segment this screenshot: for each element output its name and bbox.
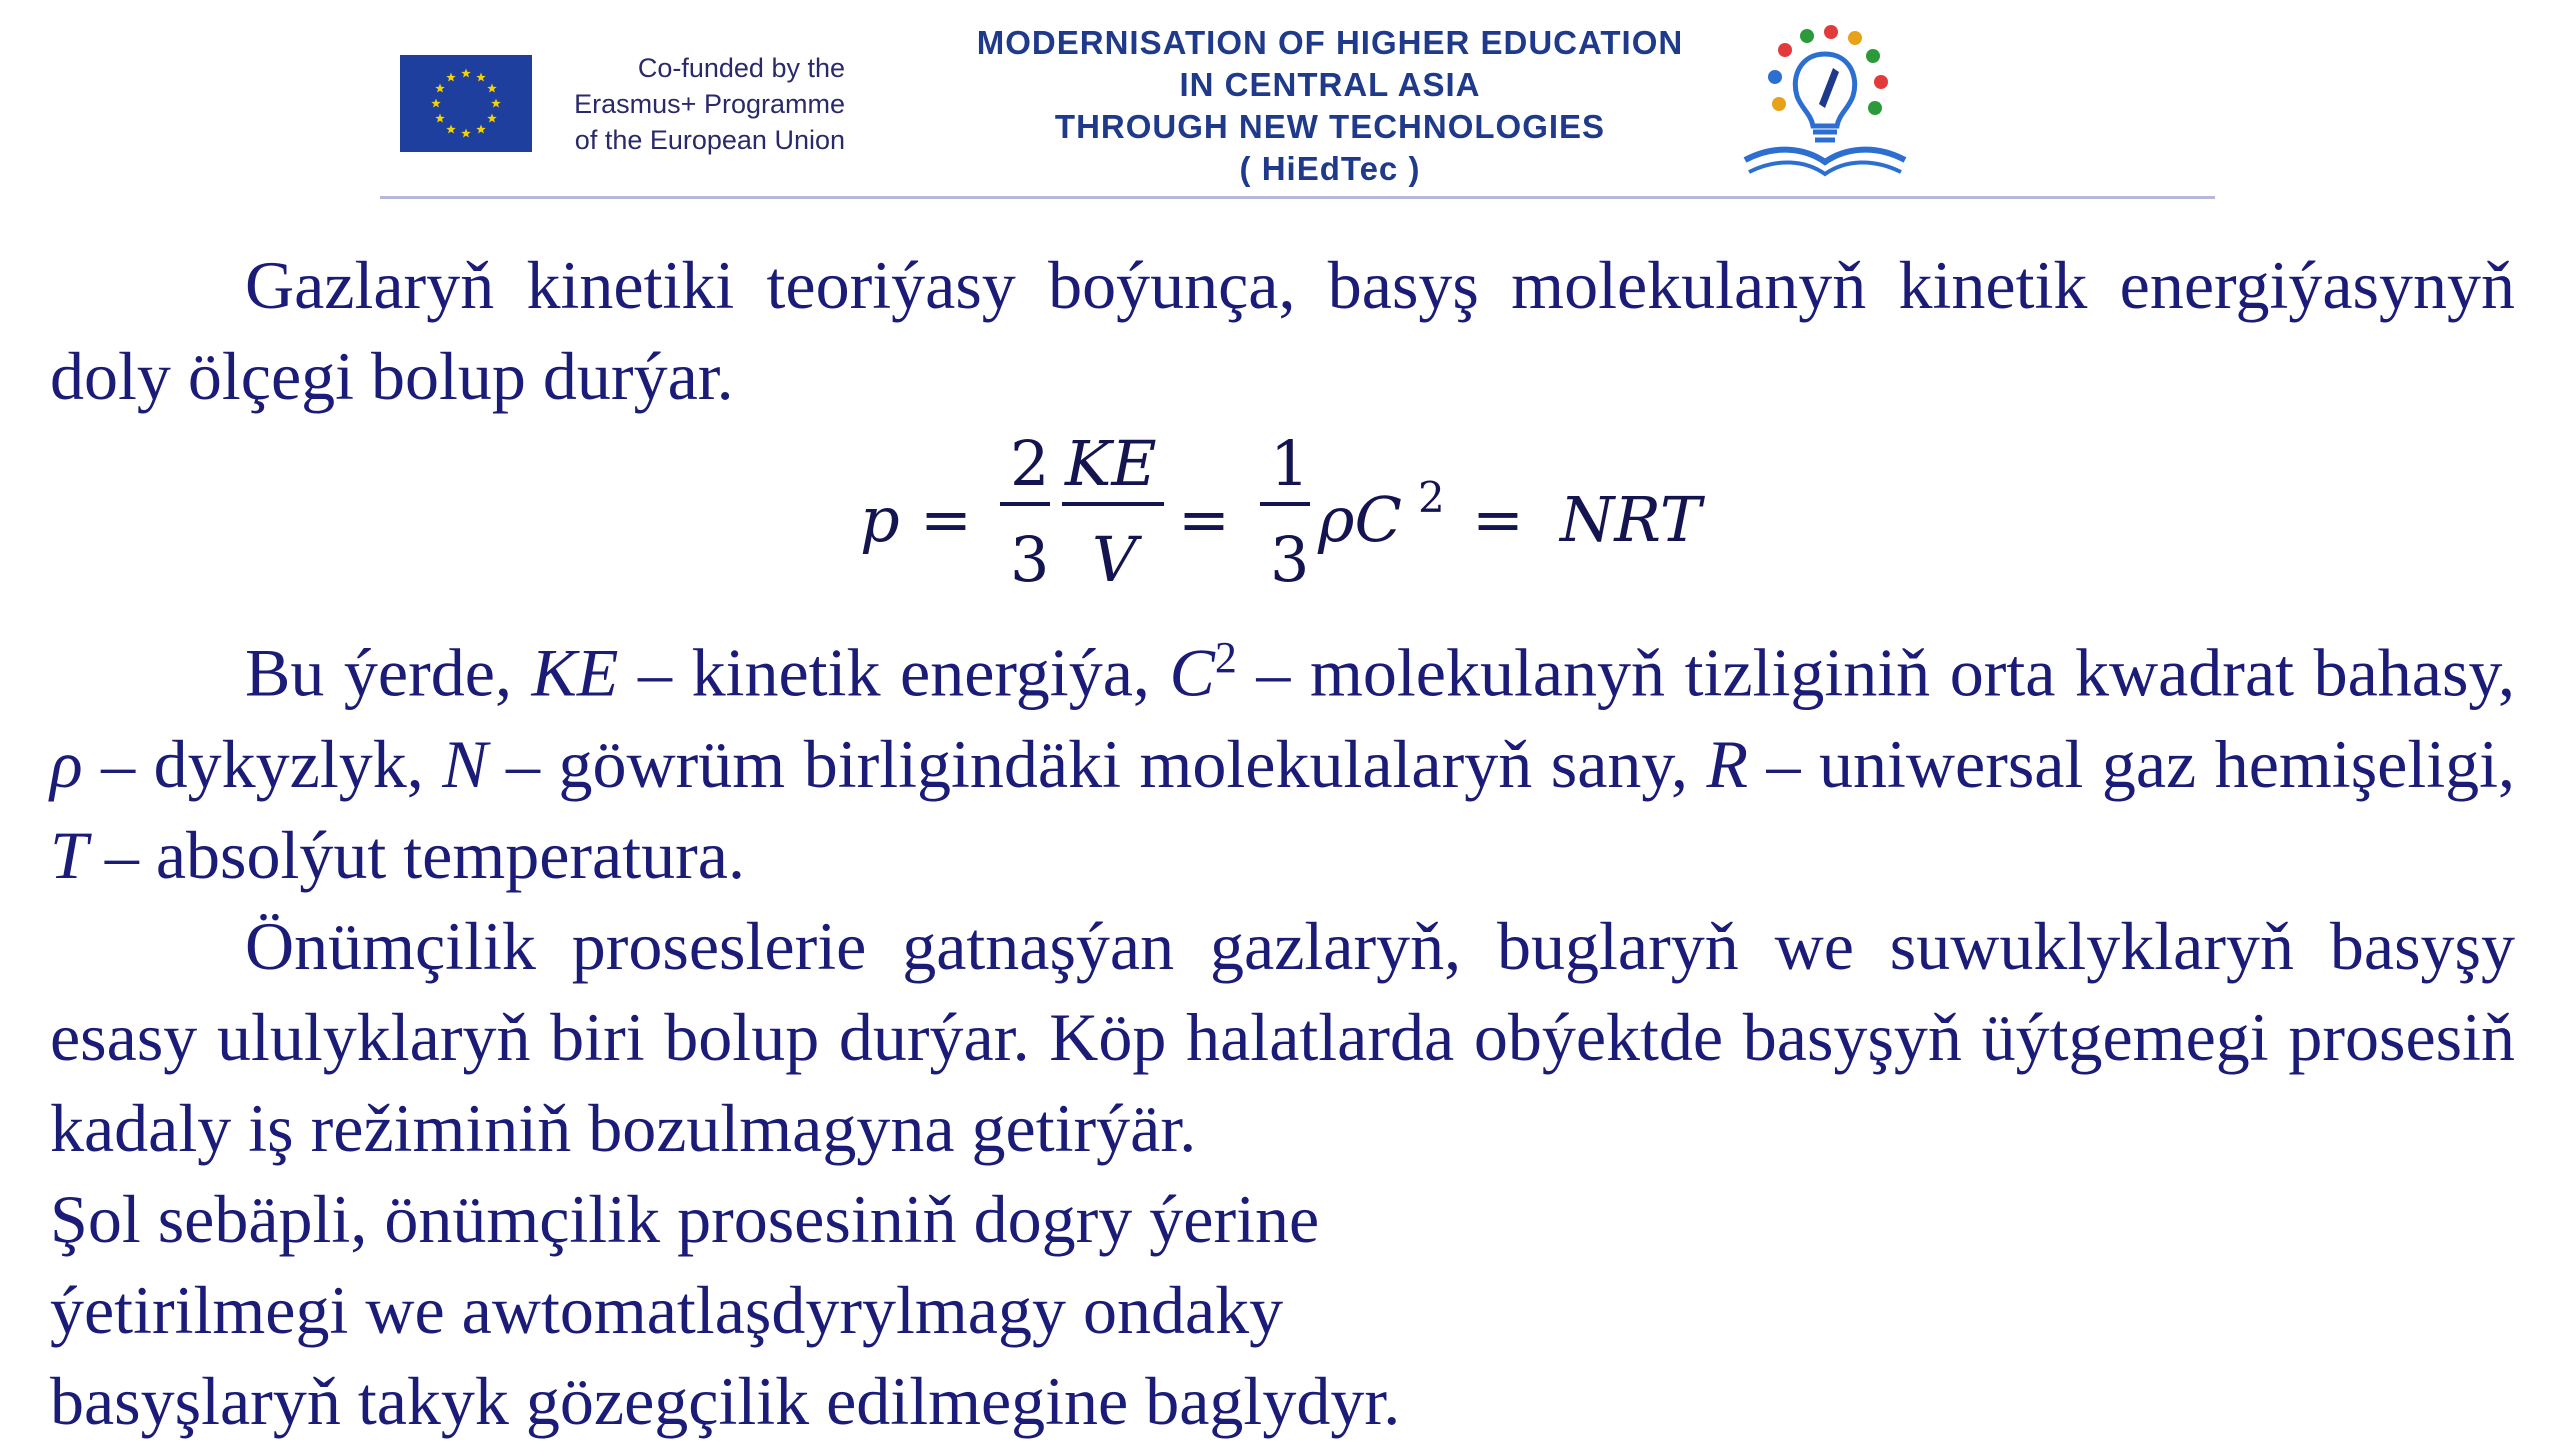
project-title-line: ( HiEdTec ) (1239, 150, 1421, 187)
text-run: – uniwersal gaz hemişeligi, (1748, 725, 2516, 802)
paragraph-2 (50, 612, 2515, 901)
text-run: – dykyzlyk, (82, 725, 443, 802)
text-run: – göwrüm birligindäki molekulalaryň sany, (487, 725, 1707, 802)
fraction-bar (1260, 502, 1310, 506)
header-divider (380, 196, 2215, 199)
paragraph-4-line: ýetirilmegi we awtomatlaşdyrylmagy ondaky (50, 1271, 1284, 1348)
text-run: Bu ýerde, (245, 634, 532, 711)
symbol-c-exponent: 2 (1214, 633, 1237, 682)
formula-equals: = (920, 483, 972, 556)
formula-fraction-numerator: KE (1065, 427, 1157, 500)
eu-funding-line: Co-funded by the (637, 53, 845, 83)
project-title-line: THROUGH NEW TECHNOLOGIES (1054, 108, 1606, 145)
paragraph-4-line: Şol sebäpli, önümçilik prosesiniň dogry ýerine (50, 1180, 1320, 1257)
paragraph-3: Önümçilik proseslerie gatnaşýan gazlaryň, buglaryň we suwuklyklaryň basyşy esasy ululyklaryň biri bolup durýar. Köp halatlarda obýektde basyşyň üýtgemegi prosesiň kadaly iş režiminiň bozulmagyna getirýär. (50, 907, 2515, 1166)
formula-p: p (860, 483, 900, 556)
fraction-bar (1062, 502, 1164, 506)
symbol-ke: KE (531, 634, 619, 711)
symbol-c: C (1169, 634, 1215, 711)
project-title-line: MODERNISATION OF HIGHER EDUCATION (976, 24, 1684, 61)
eu-flag-icon (400, 55, 532, 152)
formula-fraction-numerator: 2 (1010, 427, 1050, 500)
text-run: – molekulanyň tizliginiň orta kwadrat bahasy, (1236, 634, 2516, 711)
pressure-formula (50, 422, 2515, 612)
hiedtec-lightbulb-book-icon (1735, 22, 1915, 182)
paragraph-1: Gazlaryň kinetiki teoriýasy boýunça, basyş molekulanyň kinetik energiýasynyň doly ölçegi bolup durýar. (50, 247, 2515, 414)
eu-funding-statement (545, 50, 845, 158)
formula-exponent: 2 (1418, 473, 1445, 522)
formula-equals: = (1472, 483, 1524, 556)
formula-fraction-numerator: 1 (1270, 427, 1310, 500)
fraction-bar (1000, 502, 1050, 506)
symbol-r: R (1706, 725, 1749, 802)
formula-equals: = (1178, 483, 1230, 556)
symbol-rho: ρ (50, 725, 83, 802)
text-run: – absolýut temperatura. (87, 816, 745, 893)
slide-header (0, 0, 2560, 200)
symbol-t: T (50, 816, 88, 893)
formula-fraction-denominator: 3 (1010, 523, 1050, 596)
project-title-line: IN CENTRAL ASIA (1179, 66, 1481, 103)
project-title (880, 22, 1780, 190)
eu-funding-line: of the European Union (574, 125, 845, 155)
formula-fraction-denominator: V (1092, 523, 1137, 596)
slide-body (50, 240, 2515, 1447)
formula-rho-c: ρC (1318, 483, 1402, 556)
paragraph-4-line: basyşlaryň takyk gözegçilik edilmegine baglydyr. (50, 1362, 1401, 1439)
formula-fraction-denominator: 3 (1270, 523, 1310, 596)
text-run: – kinetik energiýa, (618, 634, 1170, 711)
eu-funding-line: Erasmus+ Programme (574, 89, 845, 119)
symbol-n: N (442, 725, 488, 802)
formula-nrt: NRT (1560, 483, 1702, 556)
